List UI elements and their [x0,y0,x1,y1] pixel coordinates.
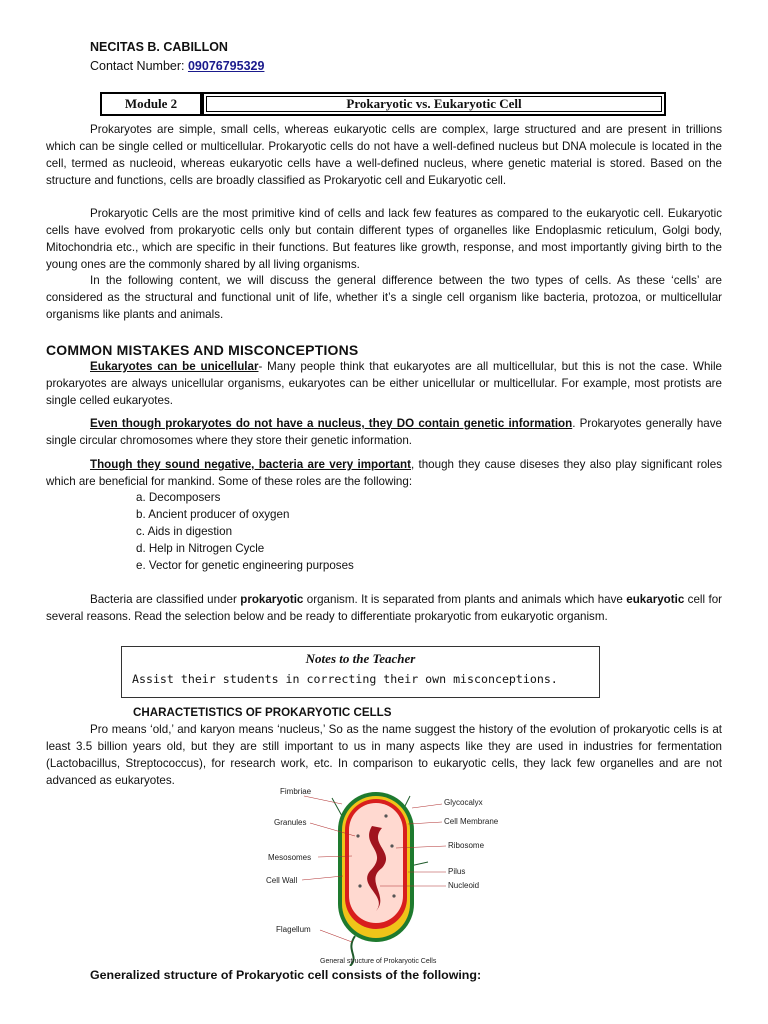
label-nucleoid: Nucleoid [448,881,480,890]
roles-list [136,489,354,574]
intro-paragraph-1: Prokaryotes are simple, small cells, whereas eukaryotic cells are complex, large structured and are present in trillions which can be single celled or multicellular. Prokaryotic cells do not have a well-defined nucleus but DNA molecule is located in the cell, termed as nucleoid, whereas eukaryotic cells have a well-defined nucleus, where genetic material is stored. Based on the structure and functions, cells are broadly classified as Prokaryotic cell and Eukaryotic cell. [46,123,722,187]
label-mesosomes: Mesosomes [268,853,312,862]
characteristics-heading: CHARACTETISTICS OF PROKARYOTIC CELLS [133,706,392,719]
list-item: c. Aids in digestion [136,525,233,538]
author-name: NECITAS B. CABILLON [90,40,228,54]
module-tag: Module 2 [102,94,204,114]
intro-paragraph-3: In the following content, we will discuss the general difference between the two types of cells. As these ‘cells’ are considered as the structural and functional unit of life, whether it’s a single cell organism like bacteria, protozoa, or multicellular organisms like plants and animals. [46,274,722,321]
label-cell-wall: Cell Wall [266,876,298,885]
misconception-1: Eukaryotes can be unicellular- Many people think that eukaryotes are all multicellular, but this is not the case. While prokaryotes are always unicellular organisms, eukaryotes can be either unicellular or multicellular. For example, most protists are single celled eukaryotes. [46,360,723,407]
label-ribosome: Ribosome [448,841,485,850]
misconception-2: Even though prokaryotes do not have a nucleus, they DO contain genetic information. Prokaryotes generally have single circular chromosomes where they store their genetic information. [46,417,722,447]
prokaryotic-cell-diagram [260,786,520,966]
characteristics-paragraph: Pro means ‘old,’ and karyon means ‘nucleus,’ So as the name suggest the history of the evolution of prokaryotic cells is at least 3.5 billion years old, but they are still important to us in many aspects like they are used in industries for fermentation (Lactobacillus, Streptococcus), for research work, etc. In comparison to eukaryotic cells, they lack few organelles and are not advanced as eukaryotes. [46,723,722,787]
contact-label: Contact Number: [90,59,185,73]
list-item: e. Vector for genetic engineering purposes [136,559,354,572]
list-item: d. Help in Nitrogen Cycle [136,542,265,555]
notes-to-teacher-box [121,646,600,698]
notes-body: Assist their students in correcting their own misconceptions. [132,672,558,686]
contact-line [90,59,264,73]
diagram-caption: General structure of Prokaryotic Cells [320,958,437,965]
bacteria-paragraph: Bacteria are classified under prokaryotic organism. It is separated from plants and animals which have eukaryotic cell for several reasons. Read the selection below and be ready to differentiate prokaryotic from eukaryotic organism. [46,593,723,623]
misconception-3: Though they sound negative, bacteria are very important, though they cause diseses they also play significant roles which are beneficial for mankind. Some of these roles are the following: [46,458,723,488]
label-pilus: Pilus [448,867,466,876]
intro-paragraph-2: Prokaryotic Cells are the most primitive kind of cells and lack few features as compared to the eukaryotic cell. Eukaryotic cells have evolved from prokaryotic cells only but contain different types of organelles like Endoplasmic reticulum, Golgi body, Mitochondria etc., which are specific in their functions. But features like growth, response, and most importantly giving birth to the young ones are the commonly shared by all living organisms. [46,207,722,271]
label-granules: Granules [274,818,307,827]
list-item: b. Ancient producer of oxygen [136,508,290,521]
label-flagellum: Flagellum [276,925,311,934]
label-glycocalyx: Glycocalyx [444,798,483,807]
module-banner [100,92,666,116]
generalized-structure-heading: Generalized structure of Prokaryotic cell consists of the following: [90,968,482,982]
notes-title: Notes to the Teacher [305,651,416,666]
mistakes-heading: COMMON MISTAKES AND MISCONCEPTIONS [46,342,359,358]
list-item: a. Decomposers [136,491,221,504]
label-fimbriae: Fimbriae [280,787,312,796]
contact-number-link[interactable]: 09076795329 [187,59,265,73]
label-cell-membrane: Cell Membrane [444,817,499,826]
module-title: Prokaryotic vs. Eukaryotic Cell [206,96,662,112]
